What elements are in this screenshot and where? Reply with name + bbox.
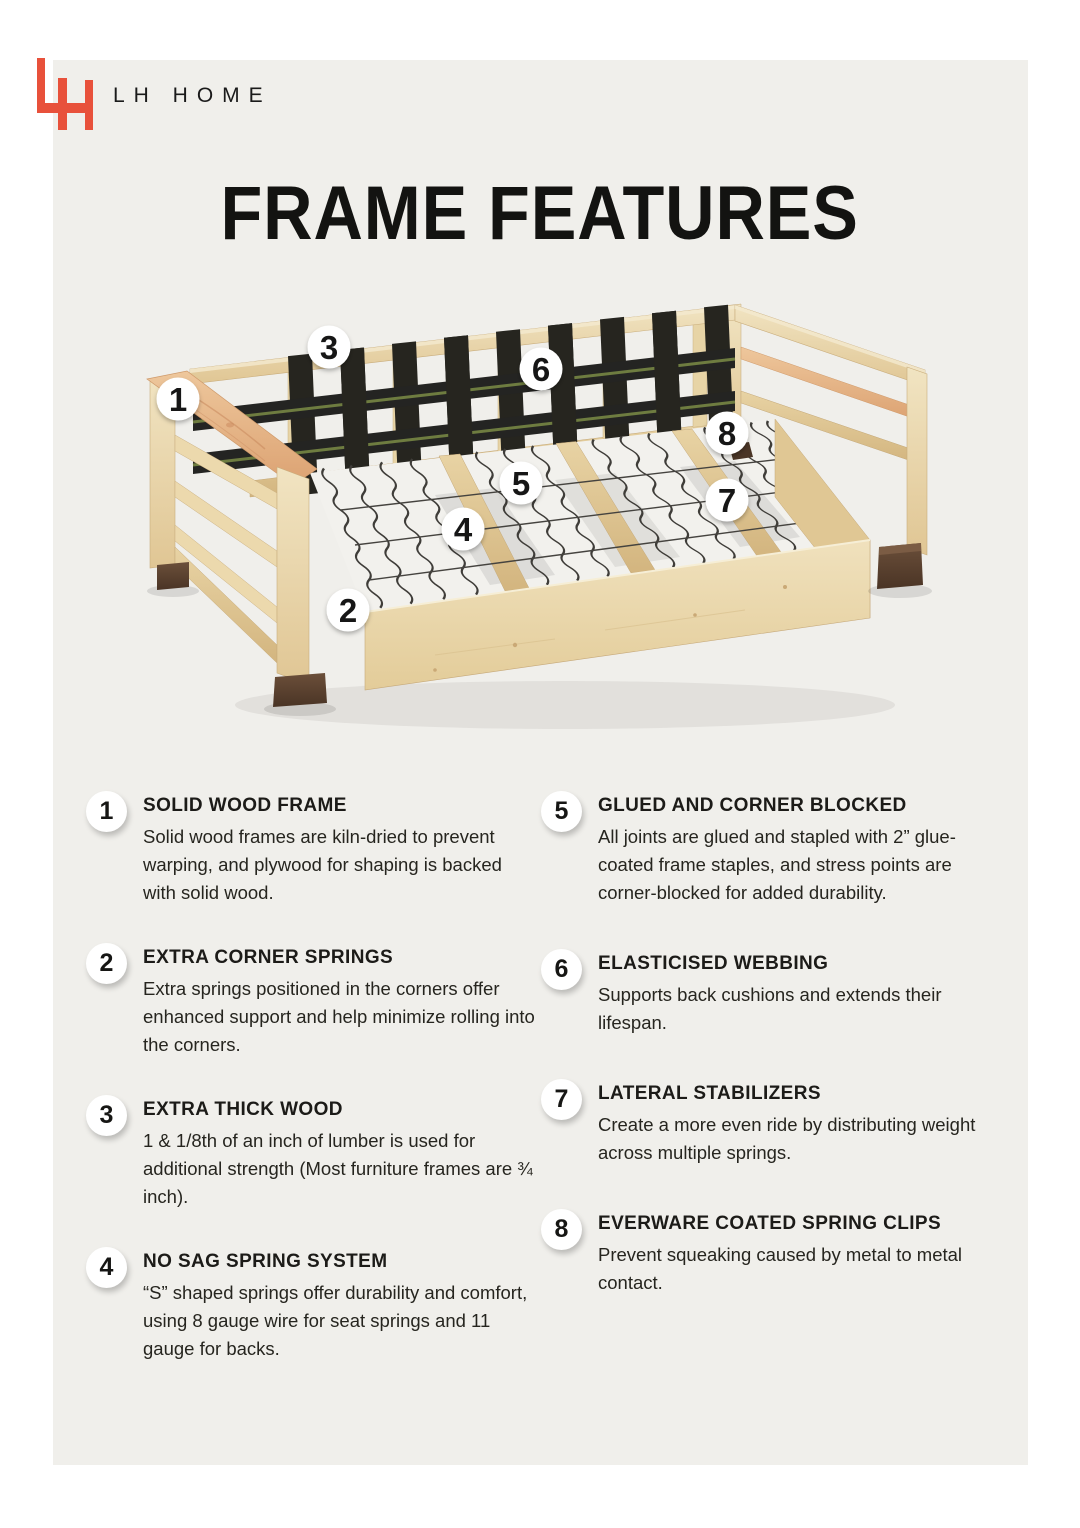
features-section xyxy=(86,795,1001,1403)
feature-body: 1 & 1/8th of an inch of lumber is used for additional strength (Most furniture frames are ¾ inch). xyxy=(143,1130,533,1207)
feature-number-badge: 7 xyxy=(541,1079,582,1120)
lh-monogram-icon xyxy=(37,58,95,132)
callout-7 xyxy=(706,479,749,522)
feature-heading: SOLID WOOD FRAME xyxy=(143,795,347,816)
feature-body: Solid wood frames are kiln-dried to prevent warping, and plywood for shaping is backed with solid wood. xyxy=(143,826,502,903)
feature-number-badge: 6 xyxy=(541,949,582,990)
callout-4 xyxy=(442,508,485,551)
feature-number-badge: 4 xyxy=(86,1247,127,1288)
svg-text:4: 4 xyxy=(453,511,473,548)
feature-body: Prevent squeaking caused by metal to metal contact. xyxy=(598,1244,963,1293)
svg-text:3: 3 xyxy=(319,329,339,366)
callout-1 xyxy=(157,378,200,421)
feature-heading: EVERWARE COATED SPRING CLIPS xyxy=(598,1213,942,1234)
features-column-right xyxy=(541,795,1001,1403)
feature-number-badge: 1 xyxy=(86,791,127,832)
sofa-frame-illustration xyxy=(135,285,945,730)
svg-text:7: 7 xyxy=(717,482,737,519)
feature-item-5 xyxy=(541,795,1001,907)
feature-item-6 xyxy=(541,953,1001,1037)
feature-item-8 xyxy=(541,1213,1001,1297)
feature-heading: LATERAL STABILIZERS xyxy=(598,1083,821,1104)
feature-body: All joints are glued and stapled with 2” glue-coated frame staples, and stress points are corner-blocked for added durability. xyxy=(598,826,956,903)
feature-heading: ELASTICISED WEBBING xyxy=(598,953,829,974)
sofa-shadow xyxy=(235,681,895,729)
feature-number-badge: 2 xyxy=(86,943,127,984)
feature-number-badge: 3 xyxy=(86,1095,127,1136)
feature-number-badge: 5 xyxy=(541,791,582,832)
feature-body: “S” shaped springs offer durability and comfort, using 8 gauge wire for seat springs and 11 gauge for backs. xyxy=(143,1282,528,1359)
brand-name: LH HOME xyxy=(113,84,272,107)
feature-heading: GLUED AND CORNER BLOCKED xyxy=(598,795,907,816)
svg-text:1: 1 xyxy=(168,381,188,418)
features-column-left xyxy=(86,795,541,1403)
feature-heading: NO SAG SPRING SYSTEM xyxy=(143,1251,388,1272)
feature-body: Extra springs positioned in the corners offer enhanced support and help minimize rolling into the corners. xyxy=(143,978,535,1055)
feature-item-1 xyxy=(86,795,541,907)
feature-item-4 xyxy=(86,1251,541,1363)
callout-8 xyxy=(706,412,749,455)
callout-2 xyxy=(327,589,370,632)
svg-text:6: 6 xyxy=(531,351,551,388)
page-title: FRAME FEATURES xyxy=(220,171,860,256)
callout-6 xyxy=(520,348,563,391)
callout-5 xyxy=(500,462,543,505)
svg-text:8: 8 xyxy=(717,415,737,452)
feature-item-3 xyxy=(86,1099,541,1211)
feature-body: Create a more even ride by distributing weight across multiple springs. xyxy=(598,1114,976,1163)
callout-3 xyxy=(308,326,351,369)
feature-item-2 xyxy=(86,947,541,1059)
svg-text:5: 5 xyxy=(511,465,531,502)
feature-body: Supports back cushions and extends their lifespan. xyxy=(598,984,942,1033)
feature-heading: EXTRA CORNER SPRINGS xyxy=(143,947,394,968)
svg-text:2: 2 xyxy=(338,592,358,629)
feature-heading: EXTRA THICK WOOD xyxy=(143,1099,343,1120)
feature-item-7 xyxy=(541,1083,1001,1167)
feature-number-badge: 8 xyxy=(541,1209,582,1250)
